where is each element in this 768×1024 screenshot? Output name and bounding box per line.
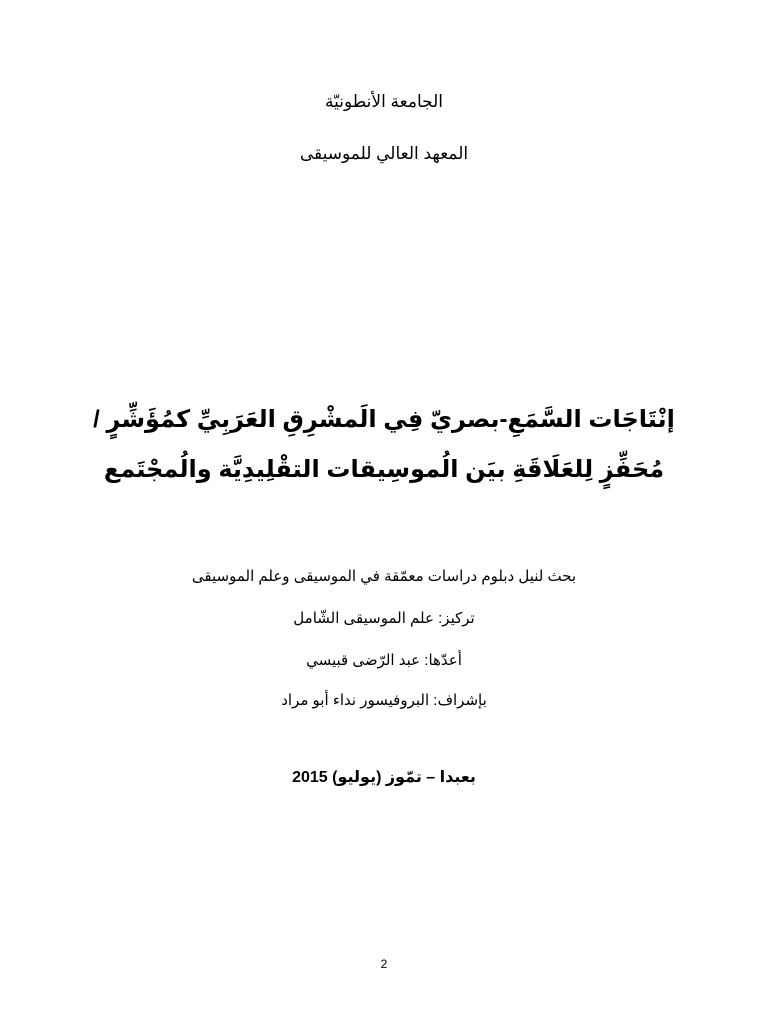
degree-purpose: بحث لنيل دبلوم دراسات معمّقة في الموسيقى وعلم الموسيقى <box>191 568 577 585</box>
thesis-title-line-2: مُحَفِّزٍ لِلعَلَاقَةِ بيَن الُموسِيقات التقْلِيدِيَّة والُمجْتَمع <box>103 456 665 483</box>
university-name: الجامعة الأنطونيّة <box>324 92 444 111</box>
supervisor-line: بإشراف: البروفيسور نداء أبو مراد <box>281 692 487 709</box>
place-date: بعبدا – تمّوز (يوليو) 2015 <box>292 769 476 786</box>
institute-name: المعهد العالي للموسيقى <box>299 144 469 163</box>
author-line: أعدّها: عبد الرّضى قبيسي <box>306 652 462 669</box>
research-focus: تركيز: علم الموسيقى الشّامل <box>293 610 475 627</box>
thesis-title-line-1: إنْتَاجَات السَّمَعِ-بصريّ فِي الَمشْرِقِ العَرَبِيِّ كمُؤَشِّرٍ / <box>93 406 675 433</box>
page-number: 2 <box>380 957 388 971</box>
